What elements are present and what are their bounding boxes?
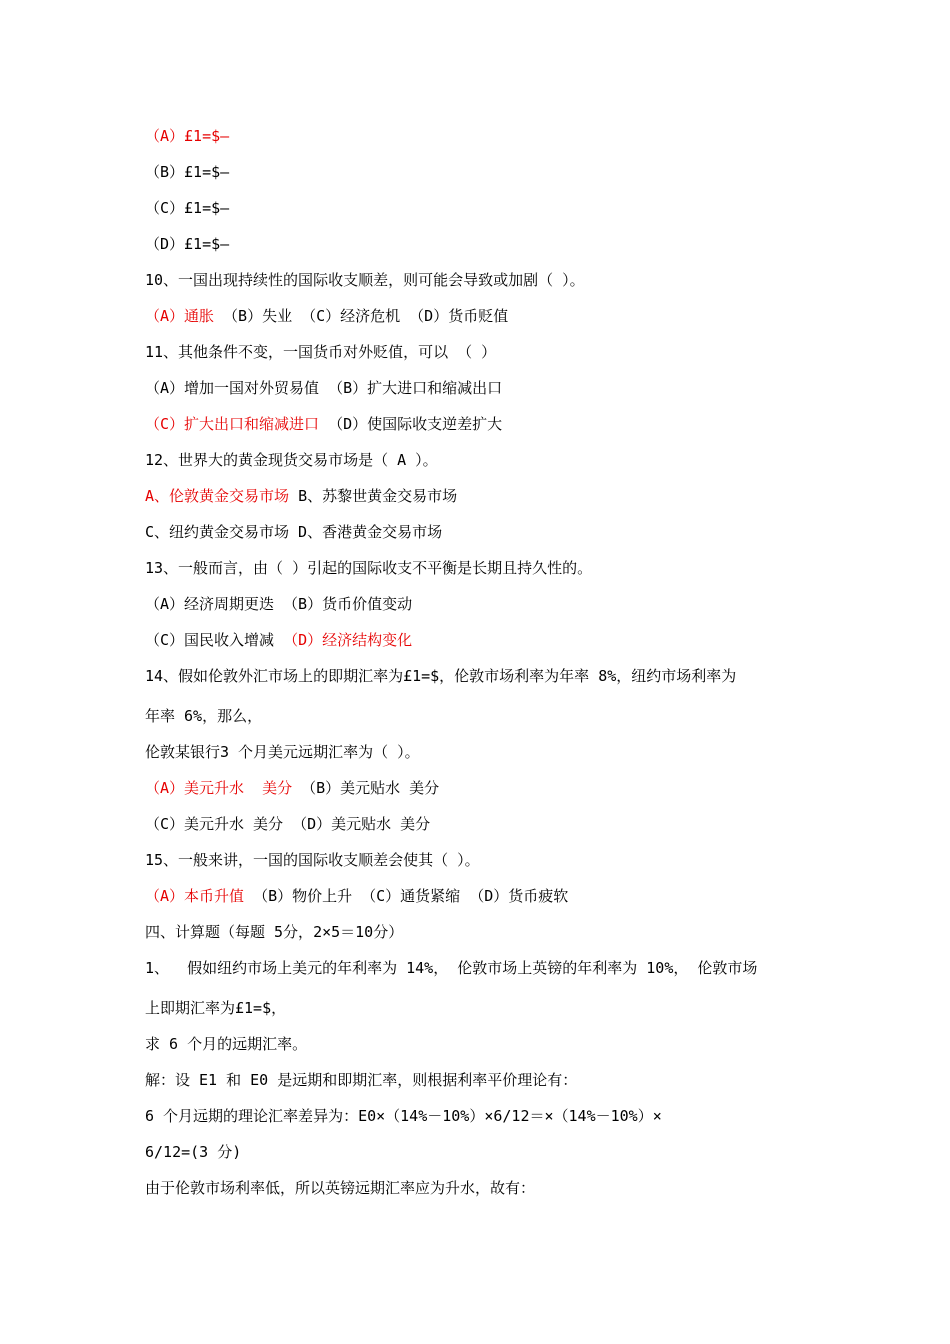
text-line: [145, 414, 502, 434]
text-line: [145, 1106, 662, 1126]
text-line: [145, 814, 430, 834]
text-line: [145, 778, 439, 798]
line-text: 13、一般而言，由（ ）引起的国际收支不平衡是长期且持久性的。: [145, 559, 593, 577]
line-text: （B）£1=$—: [145, 163, 230, 181]
line-text: （A）经济周期更迭 （B）货币价值变动: [145, 595, 413, 613]
answer-text: （D）经济结构变化: [283, 631, 413, 649]
text-line: [145, 234, 229, 254]
text-line: [145, 126, 229, 146]
answer-text: （A）本币升值: [145, 887, 245, 905]
line-text: （A）增加一国对外贸易值 （B）扩大进口和缩减出口: [145, 379, 503, 397]
line-text: 11、其他条件不变，一国货币对外贬值，可以 （ ）: [145, 343, 497, 361]
line-text: 15、一般来讲，一国的国际收支顺差会使其（ ）。: [145, 851, 480, 869]
line-text: （C）国民收入增减: [145, 631, 284, 649]
text-line: [145, 270, 585, 290]
text-line: [145, 850, 480, 870]
line-text: 解：设 E1 和 E0 是远期和即期汇率，则根据利率平价理论有：: [145, 1071, 578, 1089]
line-text: 伦敦某银行3 个月美元远期汇率为（ ）。: [145, 743, 420, 761]
line-text: （D）使国际收支逆差扩大: [319, 415, 503, 433]
answer-text: （A）通胀: [145, 307, 215, 325]
text-line: [145, 1142, 241, 1162]
line-text: B、苏黎世黄金交易市场: [289, 487, 458, 505]
line-text: （C）美元升水 美分 （D）美元贴水 美分: [145, 815, 431, 833]
text-line: [145, 886, 568, 906]
text-line: [145, 306, 508, 326]
line-text: 6/12=(3 分): [145, 1143, 242, 1161]
line-text: 求 6 个月的远期汇率。: [145, 1035, 308, 1053]
text-line: [145, 558, 592, 578]
text-line: [145, 522, 442, 542]
line-text: 年率 6%，那么，: [145, 707, 263, 725]
text-line: [145, 1070, 577, 1090]
text-line: [145, 922, 403, 942]
line-text: （C）£1=$—: [145, 199, 230, 217]
line-text: （D）£1=$—: [145, 235, 230, 253]
answer-text: （C）扩大出口和缩减进口: [145, 415, 320, 433]
line-text: 由于伦敦市场利率低，所以英镑远期汇率应为升水，故有：: [145, 1179, 536, 1197]
line-text: C、纽约黄金交易市场 D、香港黄金交易市场: [145, 523, 443, 541]
text-line: [145, 630, 412, 650]
text-line: [145, 958, 757, 978]
line-text: （B）失业 （C）经济危机 （D）货币贬值: [214, 307, 509, 325]
line-text: 12、世界大的黄金现货交易市场是（ A ）。: [145, 451, 438, 469]
line-text: 10、一国出现持续性的国际收支顺差，则可能会导致或加剧（ ）。: [145, 271, 585, 289]
text-line: [145, 378, 502, 398]
text-line: [145, 594, 412, 614]
text-line: [145, 706, 262, 726]
text-line: [145, 198, 229, 218]
text-line: [145, 162, 229, 182]
text-line: [145, 742, 420, 762]
answer-text: （A）£1=$—: [145, 127, 230, 145]
text-line: [145, 486, 457, 506]
line-text: 四、计算题（每题 5分，2×5＝10分）: [145, 923, 404, 941]
line-text: （B）美元贴水 美分: [292, 779, 440, 797]
text-line: [145, 342, 496, 362]
text-line: [145, 1178, 535, 1198]
text-line: [145, 998, 286, 1018]
line-text: 14、假如伦敦外汇市场上的即期汇率为£1=$，伦敦市场利率为年率 8%，纽约市场利率为: [145, 667, 737, 685]
line-text: 1、 假如纽约市场上美元的年利率为 14%， 伦敦市场上英镑的年利率为 10%， 伦敦市场: [145, 959, 758, 977]
line-text: （B）物价上升 （C）通货紧缩 （D）货币疲软: [244, 887, 569, 905]
line-text: 上即期汇率为£1=$，: [145, 999, 287, 1017]
answer-text: A、伦敦黄金交易市场: [145, 487, 290, 505]
line-text: 6 个月远期的理论汇率差异为：E0×（14%－10%）×6/12＝×（14%－10%）×: [145, 1107, 662, 1125]
text-line: [145, 450, 438, 470]
answer-text: （A）美元升水 美分: [145, 779, 293, 797]
text-line: [145, 1034, 307, 1054]
text-line: [145, 666, 736, 686]
